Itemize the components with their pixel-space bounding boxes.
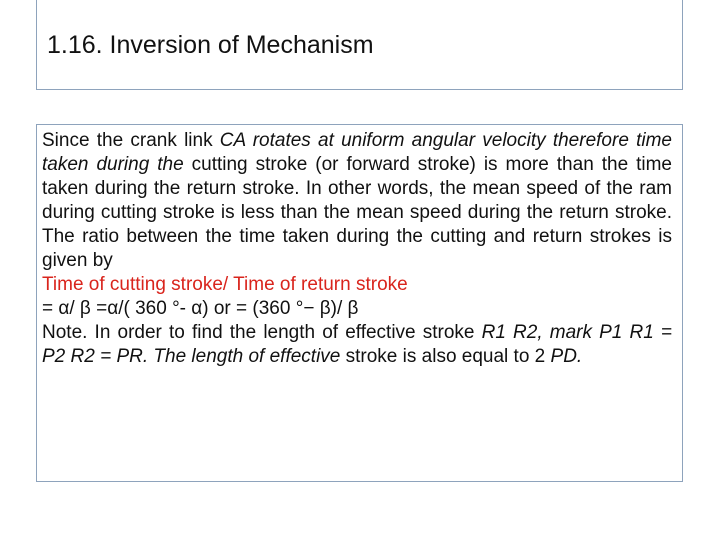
formula-line: = α/ β =α/( 360 °- α) or = (360 °− β)/ β — [42, 298, 359, 319]
title-box — [36, 0, 683, 90]
note-text-1: Note. In order to find the length of effective stroke — [42, 322, 482, 343]
body-box — [36, 124, 683, 482]
note-text-2: stroke is also equal to 2 — [340, 346, 551, 367]
intro-text-1: Since the crank link — [42, 130, 220, 151]
paragraph-intro — [42, 129, 672, 273]
ratio-label: Time of cutting stroke/ Time of return stroke — [42, 274, 408, 295]
note-text-italic: R1 R2, mark P1 R1 = P2 R2 = PR. The length of effective — [42, 322, 673, 367]
note-text-pd: PD. — [550, 346, 583, 367]
intro-text-italic: CA rotates at uniform angular velocity therefore time taken during the — [42, 130, 672, 175]
intro-text-2: cutting stroke (or forward stroke) is more than the time taken during the return stroke. In other words, the mean speed of the ram during cutting stroke is less than the mean speed during the return stroke. The ratio between the time taken during the cutting and return strokes is given by — [42, 154, 673, 271]
slide-title: 1.16. Inversion of Mechanism — [47, 31, 374, 59]
paragraph-note — [42, 321, 672, 369]
body-content — [42, 129, 672, 369]
